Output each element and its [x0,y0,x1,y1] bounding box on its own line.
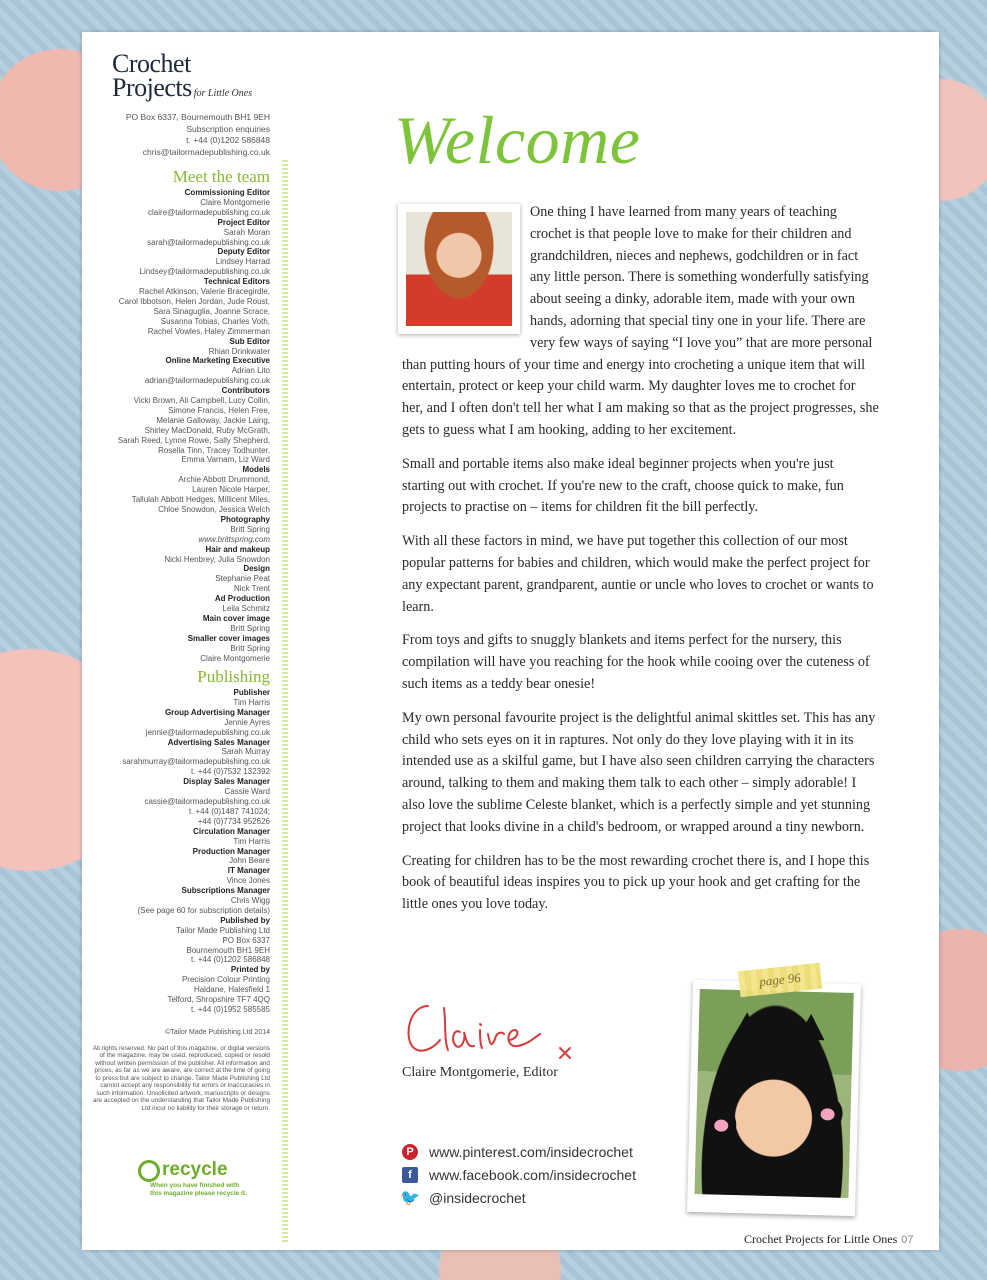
page [82,32,939,1250]
credit-name: Lindsey Harrad [215,257,270,267]
credit-name: Susanna Tobias, Charles Voth, [160,316,270,326]
credit-role: Printed by [230,965,270,975]
credit-role: Deputy Editor [217,247,270,257]
page-tag: page 96 [738,963,822,997]
legal-notice [92,1029,270,1112]
address-line: Subscription enquiries [186,123,270,134]
credit-name: Rachel Atkinson, Valerie Bracegirdle, [138,287,270,297]
child-photo [687,980,861,1216]
credit-name: Shirley MacDonald, Ruby McGrath, [144,425,270,435]
credit-role: Technical Editors [203,277,270,287]
credit-name: Telford, Shropshire TF7 4QQ [167,995,270,1005]
publishing-title: Publishing [197,667,270,686]
paragraph: My own personal favourite project is the delightful animal skittles set. This has any child who sets eyes on it in raptures. Not only do they love playing with it in its intended use as a skilful game, but I have also seen children carrying the characters around, talking to them and making them talk to each other – simply adorable! I also love the sublime Celeste blanket, which is a perfectly simple and yet stunning project that looks divine in a child's bedroom, or wrapped around a tiny newborn. [402,709,876,835]
credit-name: John Beare [229,856,270,866]
logo-line2: Projects [112,73,192,102]
credit-name: Sarah Murray [221,747,270,757]
credit-name: Rachel Vowles, Haley Zimmerman [147,326,270,336]
credit-role: Circulation Manager [193,826,270,836]
credit-name: +44 (0)7734 952626 [197,816,270,826]
facebook-icon: f [402,1167,418,1183]
credit-name: Emma Varnam, Liz Ward [181,455,270,465]
paragraph: Small and portable items also make ideal beginner projects when you're just starting out with crochet. If you're new to the craft, choose quick to make, fun projects to practise on – items for children fit the bill perfectly. [402,455,844,516]
credit-name: (See page 60 for subscription details) [137,905,270,915]
welcome-body [402,202,879,928]
paragraph: Creating for children has to be the most rewarding crochet there is, and I hope this book of beautiful ideas inspires you to pick up your hook and get crafting for the little ones you love today. [402,852,870,913]
credit-role: Group Advertising Manager [164,707,270,717]
credit-name: cassie@tailormadepublishing.co.uk [144,796,270,806]
signature-image [400,994,600,1064]
logo-line3: for Little Ones [193,88,253,99]
credit-role: Advertising Sales Manager [167,737,270,747]
credit-name: Tim Harris [233,836,270,846]
page-title: Welcome [394,102,641,178]
team-title: Meet the team [172,167,270,186]
credit-name: Claire Montgomerie [200,653,270,663]
copyright: ©Tailor Made Publishing Ltd 2014 [165,1029,270,1036]
credit-role: Publisher [233,688,270,697]
credit-name: Britt Spring [230,524,270,534]
credit-name: t. +44 (0)7532 132392 [191,767,270,777]
credit-name: Lauren Nicole Harper, [192,485,270,495]
address-email: chris@tailormadepublishing.co.uk [142,146,270,157]
magazine-logo [112,49,282,102]
credit-role: Display Sales Manager [183,777,270,787]
paw-right [812,1096,843,1131]
child-photo-image [694,989,853,1198]
credit-name: Britt Spring [230,623,270,633]
credit-name: Leila Schmitz [222,604,270,614]
credit-name: Tallulah Abbott Hedges, Millicent Miles, [131,495,270,505]
pinterest-icon: P [402,1144,418,1160]
credit-name: sarahmurray@tailormadepublishing.co.uk [122,757,270,767]
credit-name: Archie Abbott Drummond, [178,475,270,485]
credit-name: Sarah Moran [223,227,270,237]
credit-name: Adrian Lito [231,366,270,376]
paragraph: From toys and gifts to snuggly blankets and items perfect for the nursery, this compilation will have you reaching for the hook while cooing over the cuteness of such items as a teddy bear onesie! [402,632,870,692]
credit-name: Lindsey@tailormadepublishing.co.uk [139,267,270,277]
team-credits [82,167,270,664]
credit-name: Chloe Snowdon, Jessica Welch [158,505,270,514]
credit-role: Subscriptions Manager [181,886,270,896]
recycle-logo [138,1160,268,1197]
photo-spacer [402,202,530,352]
footer-title: Crochet Projects for Little Ones [744,1232,898,1246]
credit-role: Commissioning Editor [184,188,270,197]
recycle-word: recycle [162,1159,228,1181]
credit-name: sarah@tailormadepublishing.co.uk [147,237,270,247]
credit-name: Bournemouth BH1 9EH [186,945,270,955]
credit-name: claire@tailormadepublishing.co.uk [148,207,270,217]
credit-name: Haldane, Halesfield 1 [193,985,270,995]
cat-ear-right [797,1014,826,1041]
credit-role: Published by [220,915,270,925]
credit-name: Vicki Brown, Ali Campbell, Lucy Collin, [133,396,270,406]
dotted-divider [282,160,288,1242]
credit-name: Precision Colour Printing [181,975,270,985]
page-footer [744,1232,914,1247]
facebook-url: www.facebook.com/insidecrochet [429,1166,636,1183]
credit-name: Carol Ibbotson, Helen Jordan, Jude Roust, [118,296,270,306]
credit-role: Photography [220,514,270,524]
paragraph: With all these factors in mind, we have put together this collection of our most popular patterns for babies and children, which would make the perfect project for any expectant parent, grandparent, auntie or uncle who loves to crochet or wants to learn. [402,533,874,615]
credit-name: Claire Montgomerie [200,197,270,207]
recycle-icon [138,1160,160,1182]
credit-name: www.brittspring.com [198,534,270,544]
credit-name: Melanie Galloway, Jackie Laing, [156,415,270,425]
credit-name: Tailor Made Publishing Ltd [176,925,270,935]
credit-name: Sara Sinaguglia, Joanne Scrace, [153,306,270,316]
pinterest-link[interactable] [402,1140,636,1163]
team-list [82,188,270,664]
credit-role: Design [243,564,270,574]
credit-name: adrian@tailormadepublishing.co.uk [144,376,270,386]
credit-name: t. +44 (0)1202 586848 [191,955,270,965]
credit-role: Contributors [221,386,270,396]
credit-role: Production Manager [192,846,270,856]
credit-name: t. +44 (0)1487 741024; [188,806,270,816]
credit-role: Online Marketing Executive [165,356,270,366]
credit-role: Models [242,465,270,475]
credit-name: Vince Jones [226,876,270,886]
credit-name: Nick Trent [233,584,270,594]
twitter-icon: 🐦 [400,1189,420,1207]
editor-name: Claire Montgomerie, Editor [402,1065,558,1080]
cat-ear-left [733,1012,762,1039]
credit-role: Ad Production [214,594,270,604]
credit-role: Smaller cover images [187,633,270,643]
credit-role: Project Editor [217,217,270,227]
facebook-link[interactable] [402,1163,636,1186]
paragraph: One thing I have learned from many years of teaching crochet is that people love to make for their children and grandchildren, nieces and nephews, godchildren or in fact any little person. There is something wonderfully satisfying about seeing a dinky, adorable item, made with your own hands, adorning that special tiny one in your life. There are very few ways of saying “I love you” that are more personal than putting hours of your time and energy into crocheting a unique item that will entertain, protect or keep your child warm. My daughter loves me to crochet for her, and I often don't tell her what I am making so that as the project progresses, she gets to guess what I am hooking, adding to her excitement. [402,204,879,438]
credit-name: Chris Wigg [230,896,270,906]
credit-name: Tim Harris [233,697,270,707]
twitter-link[interactable] [402,1186,636,1209]
credit-name: Cassie Ward [224,787,270,797]
legal-text: All rights reserved. No part of this magazine, or digital versions of the magazine, may be used, reproduced, copied or resold without written permission of the publisher. All information and prices, as far as we are aware, are correct at the time of going to press but are subject to change. Tailor Made Publishing Ltd cannot accept any responsibility for errors or inaccuracies in such information. Unsolicited artwork, manuscripts or designs are accepted on the understanding that Tailor Made Publishing Ltd incur no liability for their storage or return. [92,1044,270,1112]
address-line: t. +44 (0)1202 586848 [186,135,270,145]
recycle-note-2: this magazine please recycle it. [150,1189,247,1197]
paw-left [706,1107,737,1142]
credit-name: Britt Spring [230,643,270,653]
logo-line1: Crochet [112,49,191,78]
social-links [402,1140,636,1209]
credit-name: Jennie Ayres [224,717,270,727]
credit-name: Sarah Reed, Lynne Rowe, Sally Shepherd, [117,435,270,445]
publishing-list [82,688,270,1015]
pinterest-url: www.pinterest.com/insidecrochet [429,1143,633,1160]
page-number: 07 [901,1234,914,1246]
address-line: PO Box 6337, Bournemouth BH1 9EH [125,112,270,122]
credit-name: Stephanie Peat [215,574,270,584]
contact-address [82,112,270,158]
credit-name: t. +44 (0)1952 585585 [191,1005,270,1014]
credit-role: Hair and makeup [205,544,270,554]
credit-role: IT Manager [227,866,270,876]
credit-name: Simone Francis, Helen Free, [168,405,270,415]
recycle-note-1: When you have finished with [150,1182,240,1189]
twitter-handle: @insidecrochet [429,1189,526,1206]
credit-name: PO Box 6337 [222,935,270,945]
credit-name: Nicki Henbrey, Julia Snowdon [164,554,270,564]
credit-name: Rosella Tinn, Tracey Todhunter, [158,445,270,455]
credit-role: Sub Editor [229,336,270,346]
credit-name: Rhian Drinkwater [208,346,270,356]
credit-name: jennie@tailormadepublishing.co.uk [145,727,270,737]
publishing-credits [82,667,270,1015]
credit-role: Main cover image [202,613,270,623]
